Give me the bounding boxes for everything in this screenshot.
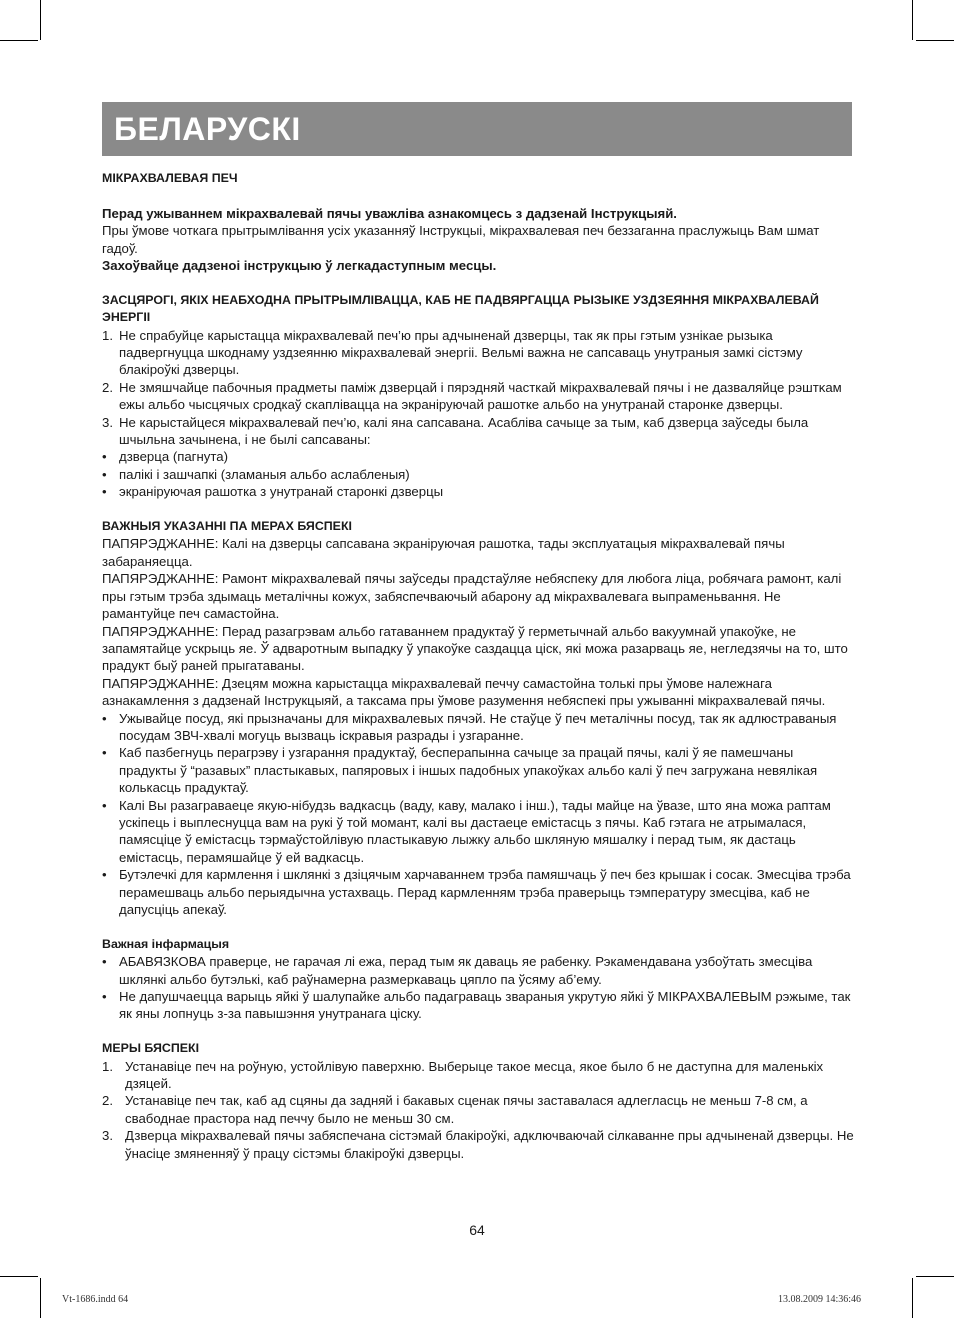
- precautions-list: [102, 327, 854, 449]
- crop-mark: [40, 1278, 41, 1318]
- list-item: 2. Не змяшчайце пабочныя прадметы паміж дзверцай і пярэдняй часткай мікрахвалевай пячы і не дазваляйце рэштκам ежы альбо чысцячых сродкаў скапліваццa на экраніруючай рашотке альбо на унутранай старонке дзверцы.: [102, 379, 842, 413]
- list-item: • Не дапушчаецца варыць яйкі ў шалупайке альбо падаграваць звараныя укрутую яйкі ў МІКРАХВАЛЕВЫМ рэжыме, так як яны лопнуць з-за павышэння унутранага ціску.: [102, 989, 851, 1022]
- list-item: 2. Устанавіце печ так, каб ад сцяны да задняй і бакавых сценак пячы заставалася адлегласць не меньш 7-8 см, а свабоднае прастора над печчу было не меньш 30 см.: [102, 1093, 808, 1126]
- bullet-icon: •: [102, 484, 107, 500]
- bullet-icon: •: [102, 710, 107, 726]
- crop-mark: [912, 1278, 913, 1318]
- list-item: • АБАВЯЗКОВА праверце, не гарачая лі ежа, перад тым як даваць яе рабенку. Рэкамендавана узбоўтать змесціва шклянкі альбо бутэлькі, каб раўнамерна размеркаваць цяпло па ўсяму аб’ему.: [102, 954, 813, 987]
- file-slug: Vt-1686.indd 64: [62, 1294, 129, 1305]
- bullet-icon: •: [102, 954, 107, 970]
- list-item: 3. Дзверца мікрахвалевай пячы забяспечана сістэмай блакіроўкі, адключваючай сілкаванне пры адчыненай дзверцы. Не ўнасіце змяненняў ў працу сістэмы блакіроўкі дзверцы.: [102, 1128, 854, 1161]
- warning-paragraph: ПАПЯРЭДЖАННЕ: Перад разагрэвам альбо гатаваннем прадуктаў ў герметычнай альбо вакуумнай упакоўке, не запамятайце ускрыць яе. Ў адваротным выпадку ў упакоўке саздацца ціск, які можа разарваць яе, негледзячы на то, што прадукт быў раней прыгатаваны.: [102, 623, 848, 674]
- language-banner: [102, 102, 852, 156]
- bullet-icon: •: [102, 797, 107, 813]
- info-bullets: [102, 953, 854, 1023]
- measures-list: [102, 1058, 854, 1162]
- page-number: 64: [469, 1222, 485, 1238]
- list-item: • Ужывайце посуд, які прызначаны для мікрахвалевых пячэй. Не стаўце ў печ металічны посуд, так як адлюстраваныя посудам ЗВЧ-хвалі могуць вызваць іскравыя разрады і узгаранне.: [102, 710, 837, 743]
- keep-instructions: Захоўвайце дадзеноі інструкцыю ў легкадаступным месцы.: [102, 258, 497, 274]
- bullet-icon: •: [102, 867, 107, 883]
- list-item: • Бутэлечкі для кармлення і шклянкі з дзіцячым харчаваннем трэба памяшчаць ў печ без крышак і сосак. Змесціва трэба перамешваць альбо перыядычна устахваць. Перад кармленням трэба праверыць тэмпературу змесціва, каб не дапусціць апекаў.: [102, 867, 851, 918]
- section-heading: ВАЖНЫЯ УКАЗАННІ ПА МЕРАХ БЯСПЕКІ: [102, 519, 352, 534]
- warning-paragraph: ПАПЯРЭДЖАННЕ: Рамонт мікрахвалевай пячы заўседы прадстаўляе небяспеку для любога ліца, робячага рамонт, калі пры гэтым трэба здымаць металічны кожух, забяспечваючый абарону ад мікрахвалевага выпраменьвання. Не рамантуйце печ самастойна.: [102, 571, 842, 622]
- page-title: БЕЛАРУСКІ: [114, 111, 301, 147]
- precautions-bullets: [102, 448, 854, 500]
- list-item: • Каб пазбегнуць перагрэву і узгарання прадуктаў, бесперапынна сачыце за працай пячы, калі ў яе памешчаны прадукты ў “разавых” пластыкавых, папяровых і іншых падобных упакоўках альбо калі ў печ загружана невялікая колькасць прадуктаў.: [102, 745, 818, 796]
- section-heading: МЕРЫ БЯСПЕКІ: [102, 1041, 200, 1056]
- section-heading: Важная інфармацыя: [102, 936, 230, 951]
- lead-bold: Перад ужываннем мікрахвалевай пячы уважліва азнакомцесь з дадзенай Інструкцыяй.: [102, 205, 677, 221]
- list-item: • Калі Вы разаграваеце якую-нібудзь вадкасць (ваду, каву, малако і інш.), тады майце на ўвазе, што яна можа раптам ускіпець і выплеснуцца вам на рукі ў той момант, калі вы дастаеце емістасць з пячы. Каб гэтага не атрымалася, памясціце ў емістасць тэрмаўстойлівую пластыкавую лыжку альбо шкляную мяшалку і перад тым, як дастаць емістасць, перамяшайце ў ей вадкасць.: [102, 797, 831, 865]
- list-item: • дзверца (пагнута): [102, 449, 228, 465]
- bullet-icon: •: [102, 466, 107, 482]
- list-item: 3. Не карыстайцеся мікрахвалевай печ’ю, калі яна сапсавана. Асабліва сачыце за тым, каб дзверца заўседы была шчыльна зачынена, і не былі сапсаваны:: [102, 414, 809, 448]
- crop-mark: [912, 0, 913, 40]
- timestamp-slug: 13.08.2009 14:36:46: [778, 1294, 862, 1305]
- list-item: 1. Не спрабуйце карыстацца мікрахвалевай печ’ю пры адчыненай дзверцы, так як пры гэтым узнікае рызыка падвергнуцца шкоднаму уздзеянню мікрахвалевай энергіі. Вельмі важна не сапсаваць унутраныя замкі сістэму блакіроўкі дзверцы.: [102, 327, 803, 378]
- safety-bullets: [102, 710, 854, 919]
- lead-text: Пры ўмове чоткага прытрымлівання усіх указанняў Інструкцыі, мікрахвалевая печ беззаганна праслужыць Вам шмат гадоў.: [102, 223, 820, 256]
- list-item: 1. Устанавіце печ на роўную, устойлівую паверхню. Выберыце такое месца, якое было б не даступна для маленькіх дзяцей.: [102, 1058, 824, 1092]
- crop-mark: [0, 40, 38, 41]
- bullet-icon: •: [102, 745, 107, 761]
- warning-paragraph: ПАПЯРЭДЖАННЕ: Дзецям можна карыстацца мікрахвалевай печчу самастойна толькі пры ўмове належнага азнакамлення з дадзенай Інструкцыяй, а таксама пры ўмове разумення небяспекі пры ужыванні мікрахвалевай пячы.: [102, 675, 826, 709]
- crop-mark: [916, 1276, 954, 1277]
- crop-mark: [916, 40, 954, 41]
- bullet-icon: •: [102, 989, 107, 1005]
- section-heading: ЗАСЦЯРОГІ, ЯКІХ НЕАБХОДНА ПРЫТРЫМЛІВАЦЦА, КАБ НЕ ПАДВЯРГАЦЦА РЫЗЫКЕ УЗДЗЕЯННЯ МІКРАХВАЛЕВАЙ ЭНЕРГІІ: [102, 292, 819, 325]
- warning-paragraph: ПАПЯРЭДЖАННЕ: Калі на дзверцы сапсавана экраніруючая рашотка, тады эксплуатацыя мікрахвалевай пячы забараняецца.: [102, 536, 785, 569]
- crop-mark: [40, 0, 41, 40]
- section-heading: МІКРАХВАЛЕВАЯ ПЕЧ: [102, 171, 238, 185]
- list-item: • палікі і зашчапкі (зламаныя альбо аслабленыя): [102, 466, 410, 482]
- list-item: • экраніруючая рашотка з унутранай старонкі дзверцы: [102, 484, 444, 500]
- crop-mark: [0, 1276, 38, 1277]
- bullet-icon: •: [102, 449, 107, 465]
- document-body: [102, 170, 854, 1162]
